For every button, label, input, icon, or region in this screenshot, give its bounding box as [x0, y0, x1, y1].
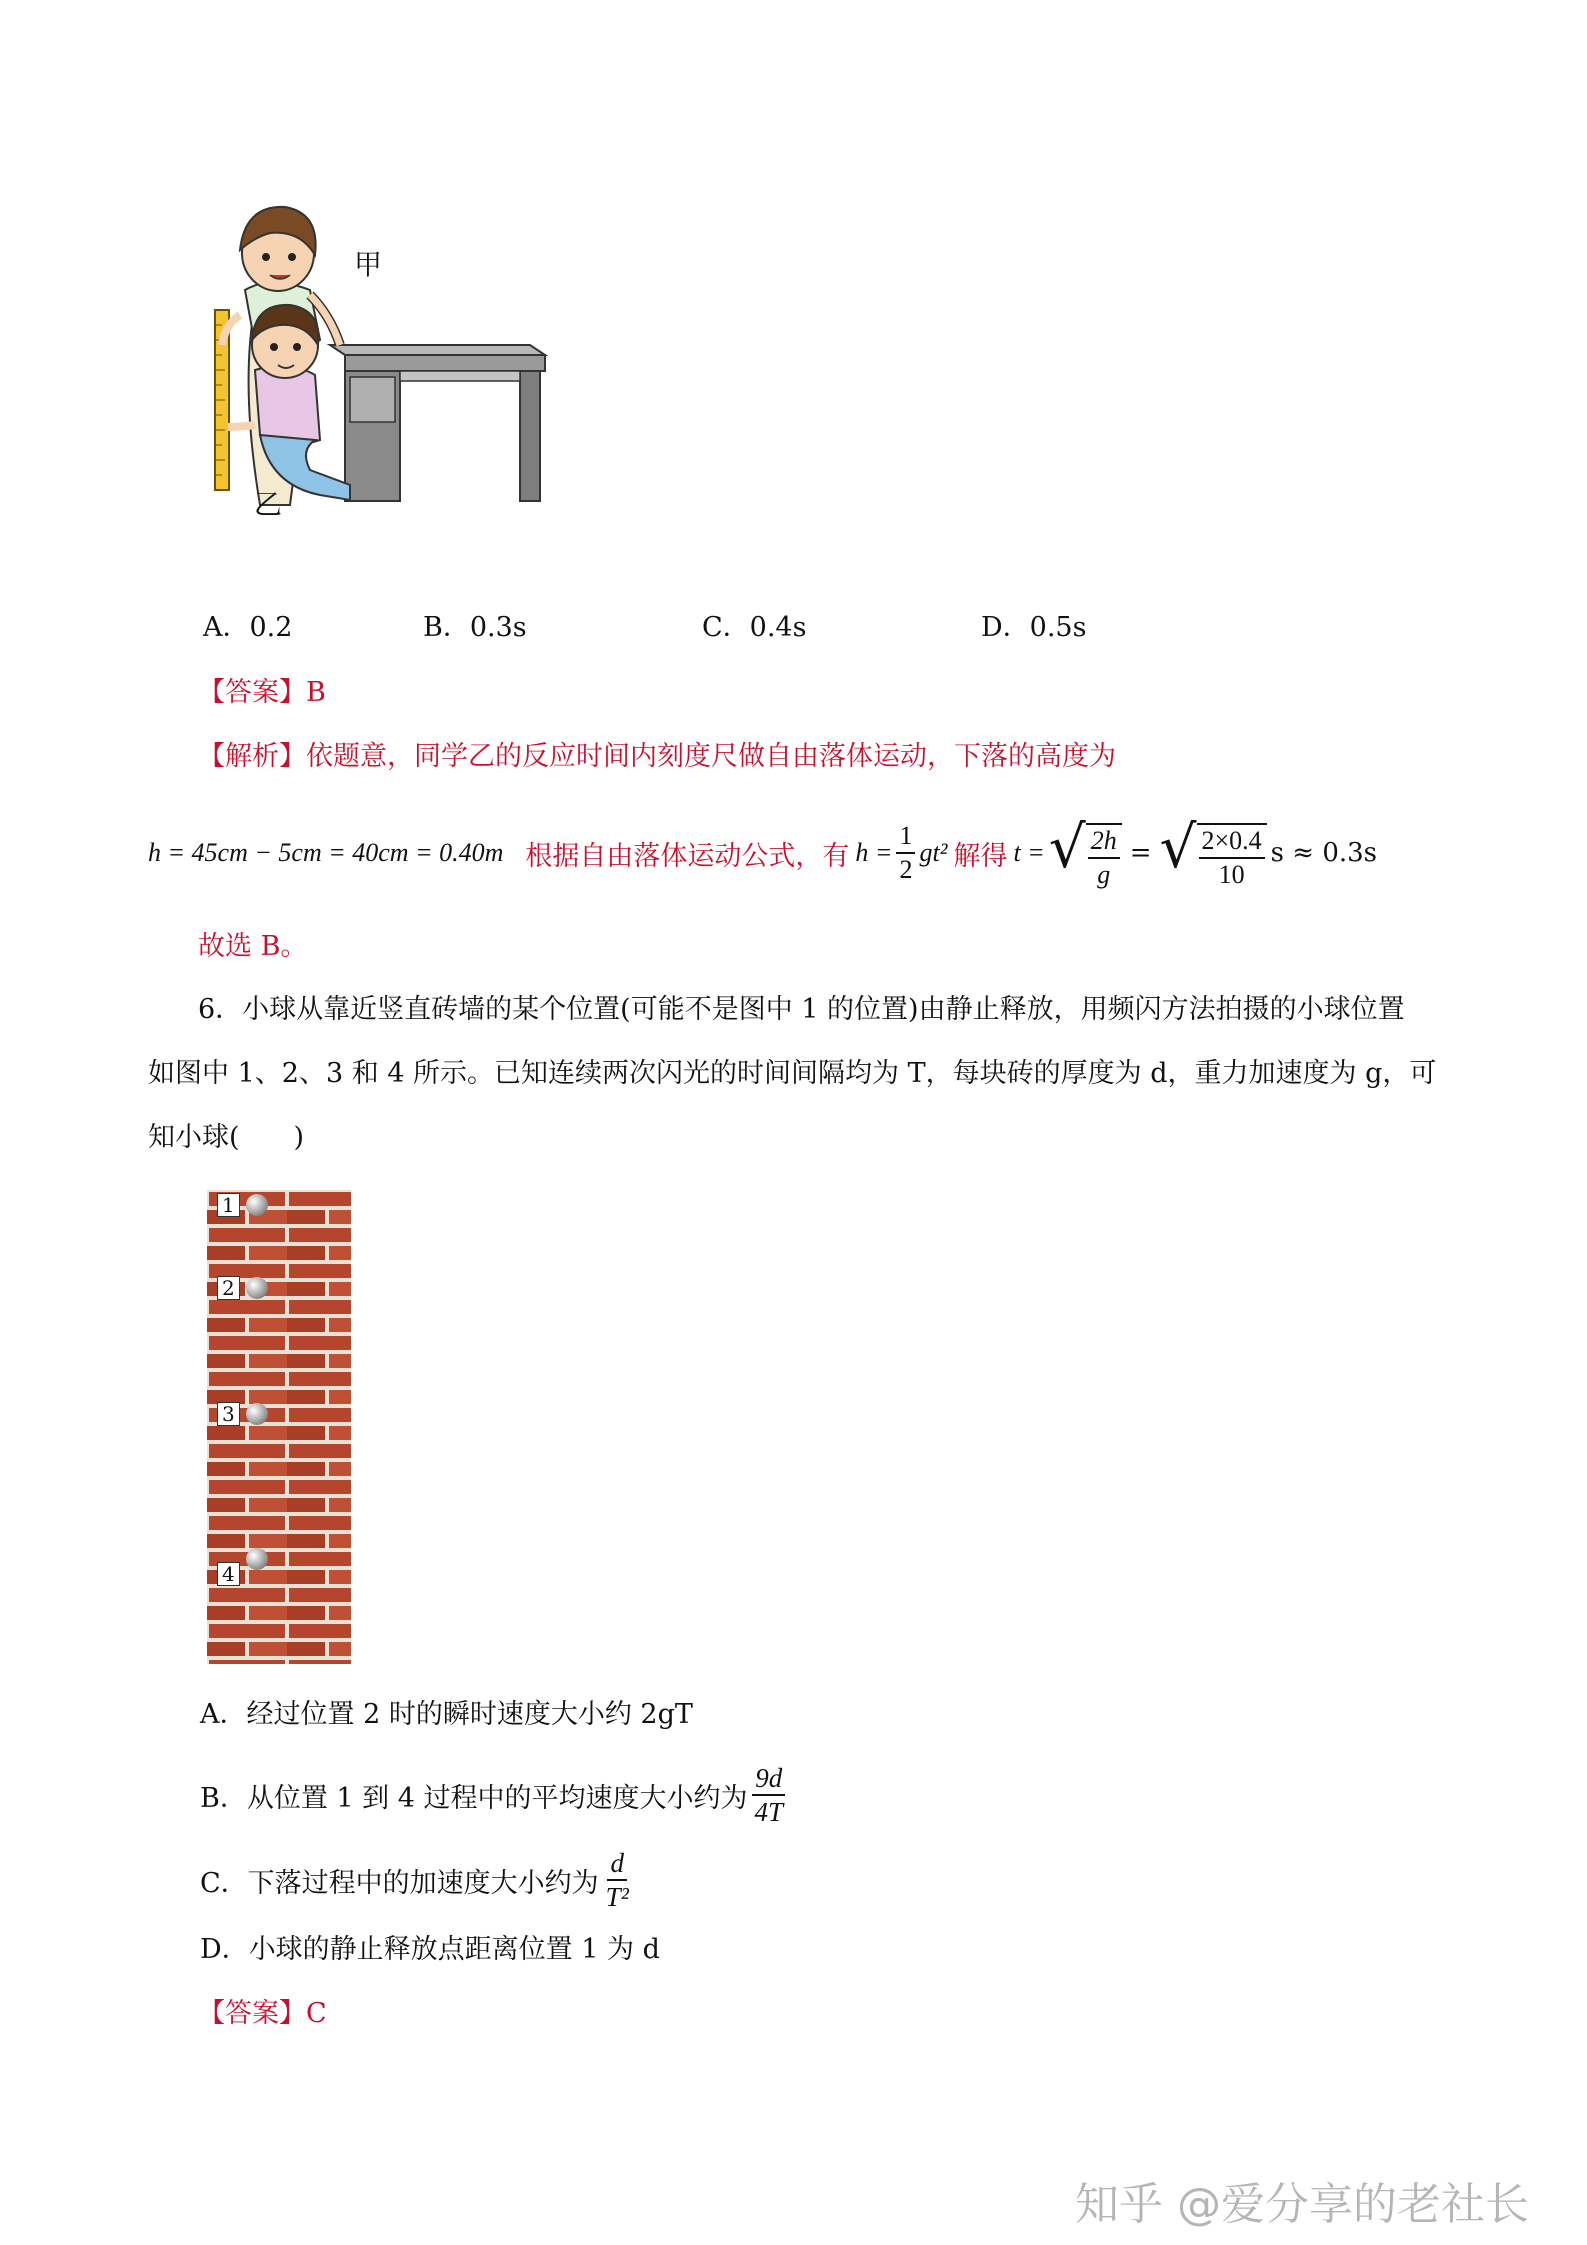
ball-icon: [246, 1548, 268, 1570]
q6-stem-line1: 6．小球从靠近竖直砖墙的某个位置(可能不是图中 1 的位置)由静止释放，用频闪方法拍摄的小球位置: [198, 994, 1405, 1025]
option-b-fraction: $\frac{9d}{4T}$: [752, 1762, 787, 1828]
option-c-text: C．下落过程中的加速度大小约为: [200, 1867, 599, 1899]
position-label-4: 4: [217, 1562, 240, 1586]
q5-option-b: B．0.3s: [423, 612, 527, 643]
watermark: 知乎 @爱分享的老社长: [1075, 2179, 1529, 2230]
position-label-3: 3: [217, 1402, 240, 1426]
t-equals: t =: [1013, 838, 1045, 867]
gt-squared: gt²: [919, 838, 948, 867]
desk: [330, 345, 545, 501]
result: s ≈ 0.3s: [1270, 838, 1378, 868]
q6-stem-line2: 如图中 1、2、3 和 4 所示。已知连续两次闪光的时间间隔均为 T，每块砖的厚度为 d，重力加速度为 g，可: [148, 1058, 1437, 1089]
q6-answer: 【答案】C: [198, 1998, 327, 2029]
q6-option-d: D．小球的静止释放点距离位置 1 为 d: [200, 1934, 660, 1965]
q5-formula-line: [148, 808, 1377, 898]
ball-icon: [246, 1277, 268, 1299]
label-yi: 乙: [254, 488, 283, 521]
q5-conclusion: 故选 B。: [198, 931, 308, 962]
analysis-text: 依题意，同学乙的反应时间内刻度尺做自由落体运动，下落的高度为: [306, 741, 1116, 772]
label-jia: 甲: [354, 248, 383, 281]
option-b-text: B．从位置 1 到 4 过程中的平均速度大小约为: [200, 1782, 748, 1814]
position-2: [217, 1276, 268, 1300]
sqrt-2h-over-g: √ $\frac{2h}{g}$: [1049, 815, 1122, 891]
equals-sign: =: [1129, 838, 1152, 868]
q6-option-b: [200, 1755, 790, 1835]
ball-icon: [246, 1194, 268, 1216]
q6-option-a: A．经过位置 2 时的瞬时速度大小约 2gT: [200, 1699, 693, 1730]
q6-stem-line3: 知小球( ): [148, 1122, 305, 1153]
q6-option-c: [200, 1840, 636, 1920]
analysis-label: 【解析】: [198, 741, 306, 772]
position-3: [217, 1402, 268, 1426]
position-label-1: 1: [217, 1193, 240, 1217]
position-label-2: 2: [217, 1276, 240, 1300]
position-4: [217, 1562, 268, 1586]
ball-icon: [246, 1403, 268, 1425]
eq-height: h = 45cm − 5cm = 40cm = 0.40m: [148, 838, 504, 867]
sqrt-numeric: √ $\frac{2\times 0.4}{10}$: [1160, 815, 1267, 891]
formula-lead: 根据自由落体运动公式，有: [525, 840, 850, 872]
q5-answer: 【答案】B: [198, 677, 326, 708]
position-1: [217, 1193, 268, 1217]
q5-option-a: A．0.2: [203, 612, 293, 643]
q5-option-c: C．0.4s: [702, 612, 807, 643]
brick-wall: [207, 1190, 351, 1664]
q5-analysis: [198, 737, 1116, 777]
half-fraction: $\frac{1}{2}$: [896, 820, 915, 886]
q5-option-d: D．0.5s: [981, 612, 1087, 643]
solve-text: 解得: [953, 840, 1008, 872]
brick-wall-figure: [207, 1190, 351, 1664]
formula-h: h =: [855, 838, 893, 867]
option-c-fraction: $\frac{d}{\text{T²}}$: [605, 1848, 629, 1912]
